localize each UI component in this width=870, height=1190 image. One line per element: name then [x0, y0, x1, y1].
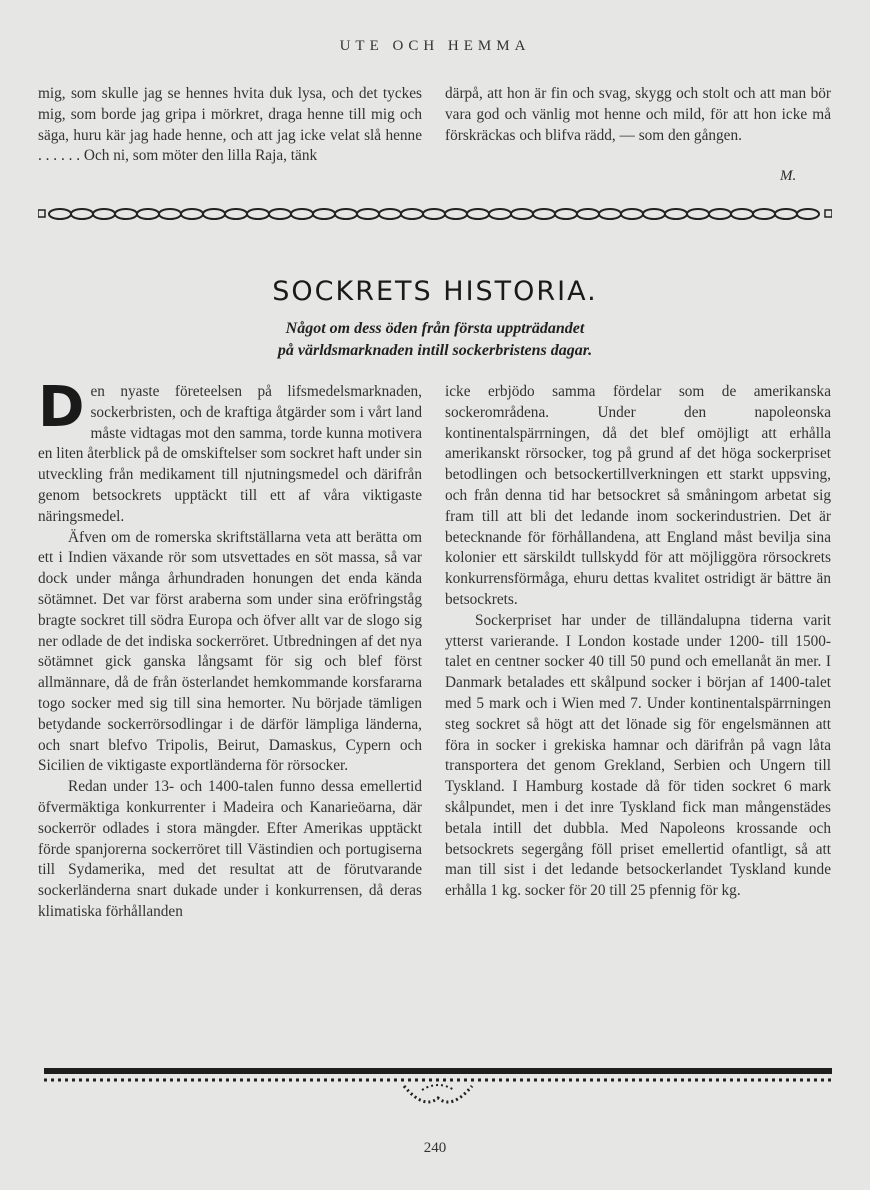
chain-link — [665, 209, 687, 219]
drop-cap: D — [38, 375, 85, 440]
chain-link — [577, 209, 599, 219]
top-left-column — [38, 84, 422, 167]
chain-link — [247, 209, 269, 219]
chain-link — [775, 209, 797, 219]
chain-link — [511, 209, 533, 219]
paragraph: Äfven om de romerska skriftställarna veta att berätta om ett i Indien växande rör som utsvettades en söt massa, så var dock under många århundraden honungen det enda kända sötämnet. Det var först araberna som under sina eröfringståg bragte sockret till södra Europa och öfver allt var de slogo sig ner odlade de det indiska sockerröret. Utbredningen af det nya sötämnet gick ganska långsamt för sig och blef först allmännare, då de från österlandet hemkommande korsfararna togo socker med sig till sina hemorter. Nu började tämligen betydande sockerrörsodlingar i de därför lämpliga länderna, och snart blefvo Tripolis, Beirut, Damaskus, Cypern och Sicilien de viktigaste exportländerna för rörsocker. — [38, 528, 422, 775]
chain-link — [401, 209, 423, 219]
top-left-text: mig, som skulle jag se hennes hvita duk lysa, och det tyckes mig, som borde jag gripa i mörkret, draga henne till mig och säga, huru kär jag hade henne, och att jag icke velat slå henne . . . . . . Och ni, som möter den lilla Raja, tänk — [38, 85, 422, 165]
paragraph: icke erbjödo samma fördelar som de amerikanska sockerområdena. Under den napoleonska kontinentalspärrningen, då det blef omöjligt att erhålla amerikanskt rörsocker, tog på grund af det höga sockerpriset betodlingen och betsockertillverkningen ett starkt uppsving, och från denna tid har betsockret så småningom arbetat sig fram till att bli det ledande inom sockerindustrien. Det är betecknande för förhållandena, att England måst bevilja sina kolonier ett särskildt tullskydd för att möjliggöra rörsockrets konkurrensförmåga, ehuru dettas kvalitet ostridigt är bättre än betsockrets. — [445, 383, 831, 608]
paragraph: Sockerpriset har under de tilländalupna tiderna varit ytterst varierande. I London kostade under 1200- till 1500-talet en centner socker 40 till 50 pund och emellanåt än mer. I Danmark betalades ett skålpund socker i början af 1400-talet med 5 mark och i Wien med 7. Under kontinentalspärrningen steg sockret så högt att det lönade sig för engelsmännen att föra in socker i grekiska hamnar och därifrån på vagn låta transportera det genom Grekland, Serbien och Ungern till Tyskland. I Hamburg kostade då för tiden sockret 6 mark skålpundet, men i det inre Tyskland fick man mångenstädes betala intill det dubbla. Med Napoleons krossande och betsockrets segergång föll priset emellertid ofantligt, så att man till sist i det ledande betsockerlandet Tyskland kunde erhålla 1 kg. socker för 20 till 25 pfennig för kg. — [445, 611, 831, 900]
chain-link — [93, 209, 115, 219]
chain-link — [269, 209, 291, 219]
paragraph: Redan under 13- och 1400-talen funno dessa emellertid öfvermäktiga konkurrenter i Madeira och Kanarieöarna, där sockerrör odlades i stora mängder. Efter Amerikas upptäckt förde spanjorerna sockerröret till Västindien och portugiserna till Sydamerika, med det resultat att de förutvarande sockerländerna snart dukade under i konkurrensen, då deras klimatiska förhållanden — [38, 778, 422, 920]
chain-link — [423, 209, 445, 219]
chain-link — [467, 209, 489, 219]
chain-link — [533, 209, 555, 219]
chain-link — [379, 209, 401, 219]
chain-link — [291, 209, 313, 219]
article-right-column — [445, 382, 831, 902]
chain-link — [137, 209, 159, 219]
chain-link — [489, 209, 511, 219]
top-right-column — [445, 84, 831, 146]
running-head: UTE OCH HEMMA — [339, 38, 531, 54]
chain-link — [115, 209, 137, 219]
chain-link — [753, 209, 775, 219]
chain-link — [555, 209, 577, 219]
chain-link — [599, 209, 621, 219]
chain-link — [709, 209, 731, 219]
chain-link — [335, 209, 357, 219]
chain-link — [621, 209, 643, 219]
chain-ornament-border — [38, 206, 832, 222]
author-signature: M. — [780, 168, 797, 184]
chain-link — [797, 209, 819, 219]
article-title: SOCKRETS HISTORIA. — [272, 276, 598, 307]
chain-link — [203, 209, 225, 219]
top-right-text: därpå, att hon är fin och svag, skygg och stolt och att man bör vara god och vänlig mot henne och mild, för att hon icke må förskräckas och blifva rädd, — som den gången. — [445, 85, 831, 144]
chain-link — [731, 209, 753, 219]
chain-link — [357, 209, 379, 219]
chain-link — [71, 209, 93, 219]
chain-link — [181, 209, 203, 219]
chain-link — [313, 209, 335, 219]
paragraph: en nyaste företeelsen på lifsmedelsmarknaden, sockerbristen, och de kraftiga åtgärder som i vårt land måste vidtagas mot den samma, torde kunna motivera en liten återblick på de omskiftelser som sockret haft under sin utveckling från medikament till njutningsmedel och därifrån genom betsockrets upptäckt till ett af våra viktigaste näringsmedel. — [38, 383, 423, 525]
chain-link — [159, 209, 181, 219]
chain-link — [49, 209, 71, 219]
chain-link — [687, 209, 709, 219]
chain-link — [225, 209, 247, 219]
page-number: 240 — [423, 1140, 447, 1156]
chain-link — [445, 209, 467, 219]
bottom-rule — [44, 1068, 832, 1074]
article-left-column — [38, 375, 423, 923]
article-subtitle-line1: Något om dess öden från första uppträdandet — [285, 320, 585, 337]
chain-link — [643, 209, 665, 219]
article-subtitle-line2: på världsmarknaden intill sockerbristens dagar. — [277, 342, 593, 359]
dotted-ornament — [44, 1076, 832, 1116]
